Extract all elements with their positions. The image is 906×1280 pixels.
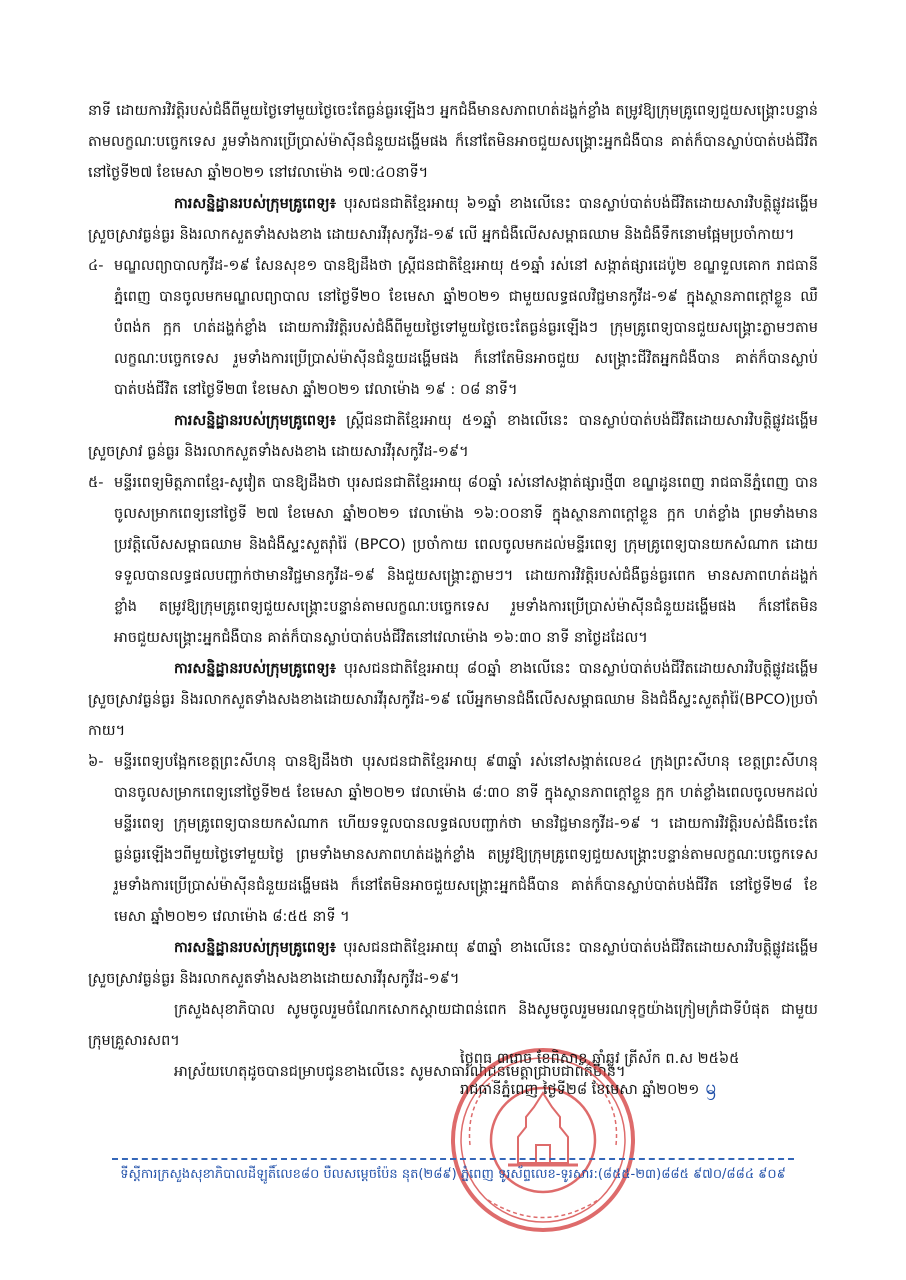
case-item-5	[88, 468, 818, 654]
conclusion-4	[88, 406, 818, 468]
item-text: មន្ទីរពេទ្យបង្អែកខេត្តព្រះសីហនុ បានឱ្យដឹងថា បុរសជនជាតិខ្មែរអាយុ ៩៣ឆ្នាំ រស់នៅសង្កាត់លេខ៤ ក្រុងព្រះសីហនុ ខេត្តព្រះសីហនុ បានចូលសម្រាកពេទ្យនៅថ្ងៃទី២៥ ខែមេសា ឆ្នាំ២០២១ វេលាម៉ោង ៨:៣០ នាទី ក្នុងស្ថានភាពក្តៅខ្លួន ក្អក ហត់ខ្លាំងពេលចូលមកដល់មន្ទីរពេទ្យ ក្រុមគ្រូពេទ្យបានយកសំណាក ហើយទទួលបានលទ្ធផលបញ្ជាក់ថា មានវិជ្ជមានកូវីដ-១៩ ។ ដោយការវិវត្តិរបស់ជំងឺចេះតែធ្ងន់ធ្ងរឡើងៗពីមួយថ្ងៃទៅមួយថ្ងៃ ព្រមទាំងមានសភាពហត់ដង្ហក់ខ្លាំង តម្រូវឱ្យក្រុមគ្រូពេទ្យជួយសង្គ្រោះបន្ទាន់តាមលក្ខណៈបច្ចេកទេស រួមទាំងការប្រើប្រាស់ម៉ាស៊ីនជំនួយដង្ហើមផង ក៏នៅតែមិនអាចជួយសង្គ្រោះអ្នកជំងឺបាន គាត់ក៏បានស្លាប់បាត់បង់ជីវិត នៅថ្ងៃទី២៨ ខែមេសា ឆ្នាំ២០២១ វេលាម៉ោង ៨:៥៥ នាទី ។	[114, 754, 818, 925]
footer-divider	[112, 1158, 794, 1160]
conclusion-label: ការសន្និដ្ឋានរបស់ក្រុមគ្រូពេទ្យ៖	[174, 661, 336, 677]
conclusion-text: បុរសជនជាតិខ្មែរអាយុ ៩៣ឆ្នាំ ខាងលើនេះ បានស្លាប់បាត់បង់ជីវិតដោយសារវិបត្តិផ្លូវដង្ហើមស្រួចស្រាវធ្ងន់ធ្ងរ និងរលាកសួតទាំងសងខាងដោយសារវីរុសកូវីដ-១៩។	[88, 940, 818, 987]
lunar-date: ថ្ងៃពុធ ៣រោច ខែពិសាខ ឆ្នាំឆ្លូវ ត្រីស័ក ព.ស ២៥៦៥	[460, 1051, 740, 1067]
item-text: មណ្ឌលព្យាបាលកូវីដ-១៩ សែនសុខ១ បានឱ្យដឹងថា ស្ត្រីជនជាតិខ្មែរអាយុ ៥១ឆ្នាំ រស់នៅ សង្កាត់ផ្សារដេប៉ូ២ ខណ្ឌទួលគោក រាជធានីភ្នំពេញ បានចូលមកមណ្ឌលព្យាបាល នៅថ្ងៃទី២០ ខែមេសា ឆ្នាំ២០២១ ជាមួយលទ្ធផលវិជ្ជមានកូវីដ-១៩ ក្នុងស្ថានភាពក្តៅខ្លួន ឈឺបំពង់ក ក្អក ហត់ដង្ហក់ខ្លាំង ដោយការវិវត្តិរបស់ជំងឺពីមួយថ្ងៃទៅមួយថ្ងៃចេះតែធ្ងន់ធ្ងរឡើងៗ ក្រុមគ្រូពេទ្យបានជួយសង្គ្រោះភ្លាមៗតាមលក្ខណៈបច្ចេកទេស រួមទាំងការប្រើប្រាស់ម៉ាស៊ីនជំនួយដង្ហើមផង ក៏នៅតែមិនអាចជួយ សង្គ្រោះជីវិតអ្នកជំងឺបាន គាត់ក៏បានស្លាប់បាត់បង់ជីវិត នៅថ្ងៃទី២៣ ខែមេសា ឆ្នាំ២០២១ វេលាម៉ោង ១៩ : ០៨ នាទី។	[114, 258, 818, 398]
conclusion-text: ស្ត្រីជនជាតិខ្មែរអាយុ ៥១ឆ្នាំ ខាងលើនេះ បានស្លាប់បាត់បង់ជីវិតដោយសារវិបត្តិផ្លូវដង្ហើមស្រួចស្រាវ ធ្ងន់ធ្ងរ និងរលាកសួតទាំងសងខាង ដោយសារវីរុសកូវីដ-១៩។	[88, 413, 818, 460]
conclusion-3	[88, 189, 818, 251]
conclusion-label: ការសន្និដ្ឋានរបស់ក្រុមគ្រូពេទ្យ៖	[174, 413, 336, 429]
handwritten-initial: ᦙ	[705, 1075, 716, 1099]
place-date	[460, 1073, 840, 1104]
case-item-4	[88, 251, 818, 406]
signature-block	[460, 1045, 840, 1104]
place-date-text: រាជធានីភ្នំពេញ ថ្ងៃទី២៨ ខែមេសា ឆ្នាំ២០២១	[460, 1082, 700, 1098]
footer-address: ទីស្តីការក្រសួងសុខាភិបាលដីឡូតិ៍លេខ៨០ បឺលសម្តេចប៉ែន នុត(២៨៩) ភ្នំពេញ ទូរស័ព្ទលេខ-ទូរសារ:(៨៥៥-២៣)៨៨៥ ៩៧០/៨៨៤ ៩០៩	[120, 1167, 786, 1182]
item-text: មន្ទីរពេទ្យមិត្តភាពខ្មែរ-សូវៀត បានឱ្យដឹងថា បុរសជនជាតិខ្មែរអាយុ ៨០ឆ្នាំ រស់នៅសង្កាត់ផ្សារថ្មី៣ ខណ្ឌដូនពេញ រាជធានីភ្នំពេញ បានចូលសម្រាកពេទ្យនៅថ្ងៃទី ២៧ ខែមេសា ឆ្នាំ២០២១ វេលាម៉ោង ១៦:០០នាទី ក្នុងស្ថានភាពក្តៅខ្លួន ក្អក ហត់ខ្លាំង ព្រមទាំងមានប្រវត្តិលើសសម្ពាធឈាម និងជំងឺស្ទះសួតរ៉ាំរ៉ៃ (BPCO) ប្រចាំកាយ ពេលចូលមកដល់មន្ទីរពេទ្យ ក្រុមគ្រូពេទ្យបានយកសំណាក ដោយទទួលបានលទ្ធផលបញ្ជាក់ថាមានវិជ្ជមានកូវីដ-១៩ និងជួយសង្គ្រោះភ្លាមៗ។ ដោយការវិវត្តិរបស់ជំងឺធ្ងន់ធ្ងរពេក មានសភាពហត់ដង្ហក់ខ្លាំង តម្រូវឱ្យក្រុមគ្រូពេទ្យជួយសង្គ្រោះបន្ទាន់តាមលក្ខណៈបច្ចេកទេស រួមទាំងការប្រើប្រាស់ម៉ាស៊ីនជំនួយដង្ហើមផង ក៏នៅតែមិនអាចជួយសង្គ្រោះអ្នកជំងឺបាន គាត់ក៏បានស្លាប់បាត់បង់ជីវិតនៅវេលាម៉ោង ១៦:៣០ នាទី នាថ្ងៃដដែល។	[114, 475, 818, 646]
conclusion-label: ការសន្និដ្ឋានរបស់ក្រុមគ្រូពេទ្យ៖	[174, 196, 336, 212]
case-item-6	[88, 747, 818, 933]
conclusion-text: បុរសជនជាតិខ្មែរអាយុ ៨០ឆ្នាំ ខាងលើនេះ បានស្លាប់បាត់បង់ជីវិតដោយសារវិបត្តិផ្លូវដង្ហើមស្រួចស្រាវធ្ងន់ធ្ងរ និងរលាកសួតទាំងសងខាងដោយសារវីរុសកូវីដ-១៩ លើអ្នកមានជំងឺលើសសម្ពាធឈាម និងជំងឺស្ទះសួតរ៉ាំរ៉ៃ(BPCO)ប្រចាំកាយ។	[88, 661, 818, 739]
item-number: ៦-	[88, 754, 104, 770]
paragraph-continued: នាទី ដោយការវិវត្តិរបស់ជំងឺពីមួយថ្ងៃទៅមួយថ្ងៃចេះតែធ្ងន់ធ្ងរឡើងៗ អ្នកជំងឺមានសភាពហត់ដង្ហក់ខ្លាំង តម្រូវឱ្យក្រុមគ្រូពេទ្យជួយសង្គ្រោះបន្ទាន់តាមលក្ខណៈបច្ចេកទេស រួមទាំងការប្រើប្រាស់ម៉ាស៊ីនជំនួយដង្ហើមផង ក៏នៅតែមិនអាចជួយសង្គ្រោះអ្នកជំងឺបាន គាត់ក៏បានស្លាប់បាត់បង់ជីវិត នៅថ្ងៃទី២៧ ខែមេសា ឆ្នាំ២០២១ នៅវេលាម៉ោង ១៧:៤០នាទី។	[88, 103, 818, 181]
item-number: ៥-	[88, 475, 104, 491]
document-body	[88, 96, 818, 1088]
item-number: ៤-	[88, 258, 104, 274]
conclusion-text: បុរសជនជាតិខ្មែរអាយុ ៦១ឆ្នាំ ខាងលើនេះ បានស្លាប់បាត់បង់ជីវិតដោយសារវិបត្តិផ្លូវដង្ហើមស្រួចស្រាវធ្ងន់ធ្ងរ និងរលាកសួតទាំងសងខាង ដោយសារវីរុសកូវីដ-១៩ លើ អ្នកជំងឺលើសសម្ពាធឈាម និងជំងឺទឹកនោមផ្អែមប្រចាំកាយ។	[88, 196, 818, 243]
closing-paragraph: អាស្រ័យហេតុដូចបានជម្រាបជូនខាងលើនេះ សូមសាធារណជនមេត្តាជ្រាបជាព័ត៌មាន។	[174, 1064, 626, 1080]
condolence-paragraph: ក្រសួងសុខាភិបាល សូមចូលរួមចំណែកសោកស្តាយជាពន់ពេក និងសូមចូលរួមមរណទុក្ខយ៉ាងក្រៀមក្រំជាទីបំផុត ជាមួយក្រុមគ្រួសារសព។	[88, 1002, 818, 1049]
conclusion-label: ការសន្និដ្ឋានរបស់ក្រុមគ្រូពេទ្យ៖	[174, 940, 336, 956]
conclusion-5	[88, 654, 818, 747]
conclusion-6	[88, 933, 818, 995]
